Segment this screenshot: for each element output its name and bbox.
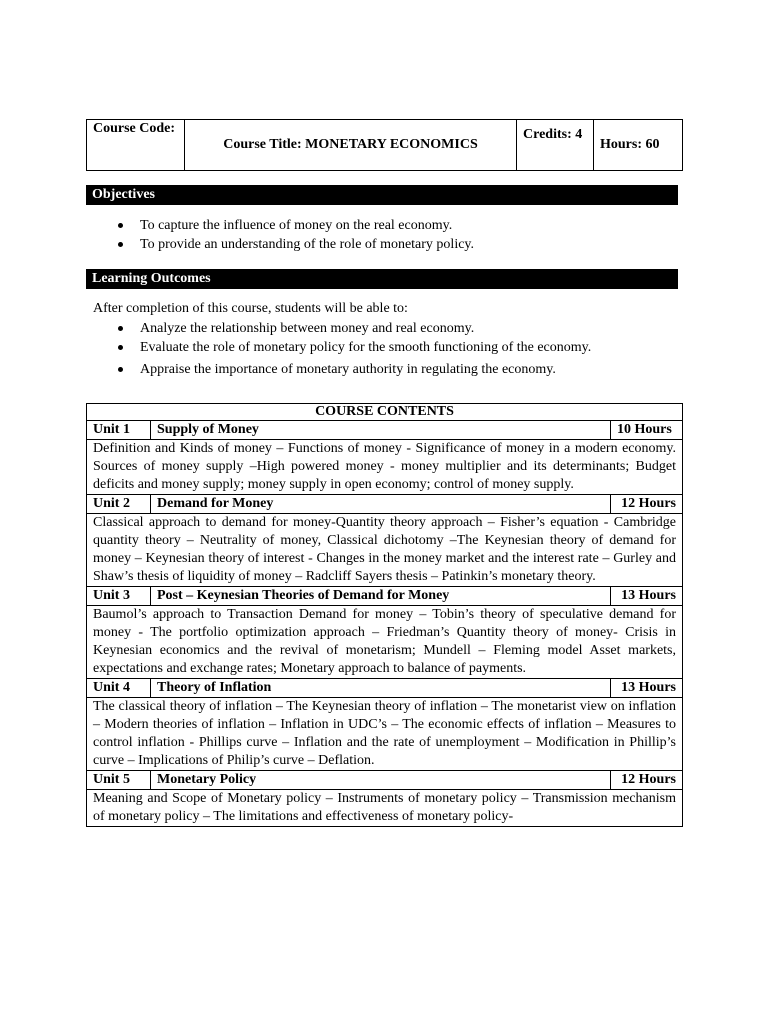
course-contents-caption: COURSE CONTENTS — [87, 404, 683, 421]
unit-description-row — [87, 698, 683, 771]
learning-outcomes-list — [116, 319, 591, 379]
unit-number: Unit 5 — [87, 771, 151, 790]
credits-cell: Credits: 4 — [517, 120, 594, 171]
objective-item: To provide an understanding of the role of monetary policy. — [116, 235, 474, 254]
objective-item: To capture the influence of money on the real economy. — [116, 216, 474, 235]
unit-hours: 12 Hours — [611, 771, 683, 790]
unit-number: Unit 2 — [87, 495, 151, 514]
outcome-item: Analyze the relationship between money and real economy. — [116, 319, 591, 338]
outcome-item: Evaluate the role of monetary policy for the smooth functioning of the economy. — [116, 338, 591, 357]
objectives-heading: Objectives — [86, 185, 678, 205]
unit-hours: 13 Hours — [611, 587, 683, 606]
unit-header-row — [87, 771, 683, 790]
unit-header-row — [87, 587, 683, 606]
unit-description: Definition and Kinds of money – Functions of money - Significance of money in a modern economy. Sources of money supply –High powered money - money multiplier and its determinants; Budget deficits and money supply; money supply in open economy; control of money supply. — [87, 440, 683, 495]
unit-header-row — [87, 679, 683, 698]
unit-number: Unit 3 — [87, 587, 151, 606]
course-contents-table — [86, 403, 683, 827]
learning-outcomes-heading: Learning Outcomes — [86, 269, 678, 289]
course-header-table — [86, 119, 683, 171]
unit-header-row — [87, 421, 683, 440]
unit-description: Meaning and Scope of Monetary policy – Instruments of monetary policy – Transmission mechanism of monetary policy – The limitations and effectiveness of monetary policy- — [87, 790, 683, 827]
unit-title: Supply of Money — [151, 421, 611, 440]
unit-hours: 13 Hours — [611, 679, 683, 698]
unit-title: Post – Keynesian Theories of Demand for Money — [151, 587, 611, 606]
objectives-list — [116, 216, 474, 254]
unit-hours: 10 Hours — [611, 421, 683, 440]
unit-hours: 12 Hours — [611, 495, 683, 514]
hours-cell: Hours: 60 — [594, 120, 683, 171]
unit-title: Theory of Inflation — [151, 679, 611, 698]
unit-header-row — [87, 495, 683, 514]
course-code-cell: Course Code: — [87, 120, 185, 171]
unit-description: The classical theory of inflation – The Keynesian theory of inflation – The monetarist view on inflation – Modern theories of inflation – Inflation in UDC’s – The economic effects of inflation – Measures to control inflation - Phillips curve – Inflation and the rate of unemployment – Modification in Phillip’s curve – Implications of Philip’s curve – Deflation. — [87, 698, 683, 771]
unit-description-row — [87, 606, 683, 679]
unit-number: Unit 1 — [87, 421, 151, 440]
unit-title: Demand for Money — [151, 495, 611, 514]
outcome-item: Appraise the importance of monetary authority in regulating the economy. — [116, 360, 591, 379]
unit-number: Unit 4 — [87, 679, 151, 698]
unit-description-row — [87, 790, 683, 827]
unit-description: Classical approach to demand for money-Quantity theory approach – Fisher’s equation - Cambridge quantity theory – Neutrality of money, Classical dichotomy –The Keynesian theory of demand for money – Keynesian theory of interest - Changes in the money market and the interest rate – Gurley and Shaw’s thesis of liquidity of money – Radcliff Sayers thesis – Patinkin’s monetary theory. — [87, 514, 683, 587]
unit-description-row — [87, 440, 683, 495]
course-title-cell: Course Title: MONETARY ECONOMICS — [185, 120, 517, 171]
unit-description: Baumol’s approach to Transaction Demand for money – Tobin’s theory of speculative demand for money - The portfolio optimization approach – Friedman’s Quantity theory of money- Crisis in Keynesian economics and the revival of monetarism; Mundell – Fleming model Asset markets, expectations and exchange rates; Monetary approach to balance of payments. — [87, 606, 683, 679]
learning-outcomes-intro: After completion of this course, students will be able to: — [93, 301, 408, 316]
unit-title: Monetary Policy — [151, 771, 611, 790]
unit-description-row — [87, 514, 683, 587]
